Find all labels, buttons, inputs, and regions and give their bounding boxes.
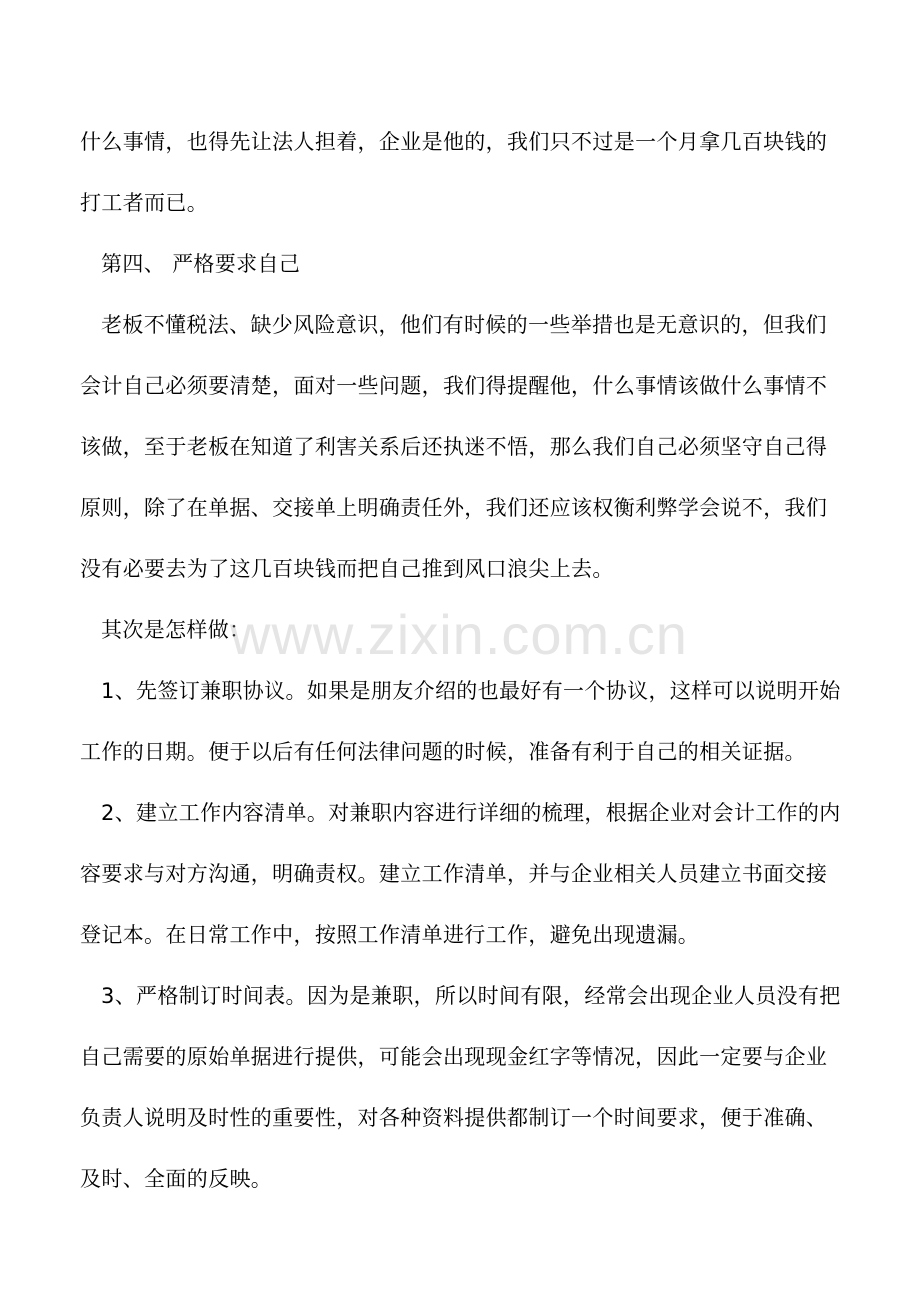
- text-line: 容要求与对方沟通，明确责权。建立工作清单，并与企业相关人员建立书面交接: [80, 862, 828, 886]
- text-line: 什么事情，也得先让法人担着，企业是他的，我们只不过是一个月拿几百块钱的: [80, 130, 828, 154]
- text-line: 及时、全面的反映。: [80, 1167, 273, 1191]
- text-line: 老板不懂税法、缺少风险意识，他们有时候的一些举措也是无意识的，但我们: [101, 313, 827, 337]
- list-item: 3、严格制订时间表。因为是兼职，所以时间有限，经常会出现企业人员没有把: [101, 984, 841, 1008]
- text-line: 原则，除了在单据、交接单上明确责任外，我们还应该权衡利弊学会说不，我们: [80, 496, 828, 520]
- text-line: 自己需要的原始单据进行提供，可能会出现现金红字等情况，因此一定要与企业: [80, 1045, 828, 1069]
- text-line: 负责人说明及时性的重要性，对各种资料提供都制订一个时间要求，便于准确、: [80, 1106, 828, 1130]
- text-line: 该做，至于老板在知道了利害关系后还执迷不悟，那么我们自己必须坚守自己得: [80, 435, 828, 459]
- section-heading: 第四、 严格要求自己: [101, 252, 301, 276]
- list-item: 1、先签订兼职协议。如果是朋友介绍的也最好有一个协议，这样可以说明开始: [101, 679, 841, 703]
- text-line: 登记本。在日常工作中，按照工作清单进行工作，避免出现遗漏。: [80, 923, 700, 947]
- watermark: www.zixin.com.cn: [230, 603, 688, 666]
- text-line: 工作的日期。便于以后有任何法律问题的时候，准备有利于自己的相关证据。: [80, 740, 806, 764]
- text-line: 打工者而已。: [80, 191, 209, 215]
- text-line: 会计自己必须要清楚，面对一些问题，我们得提醒他，什么事情该做什么事情不: [80, 374, 828, 398]
- text-line: 没有必要去为了这几百块钱而把自己推到风口浪尖上去。: [80, 557, 614, 581]
- list-item: 2、建立工作内容清单。对兼职内容进行详细的梳理，根据企业对会计工作的内: [101, 801, 841, 825]
- text-line: 其次是怎样做：: [101, 618, 251, 642]
